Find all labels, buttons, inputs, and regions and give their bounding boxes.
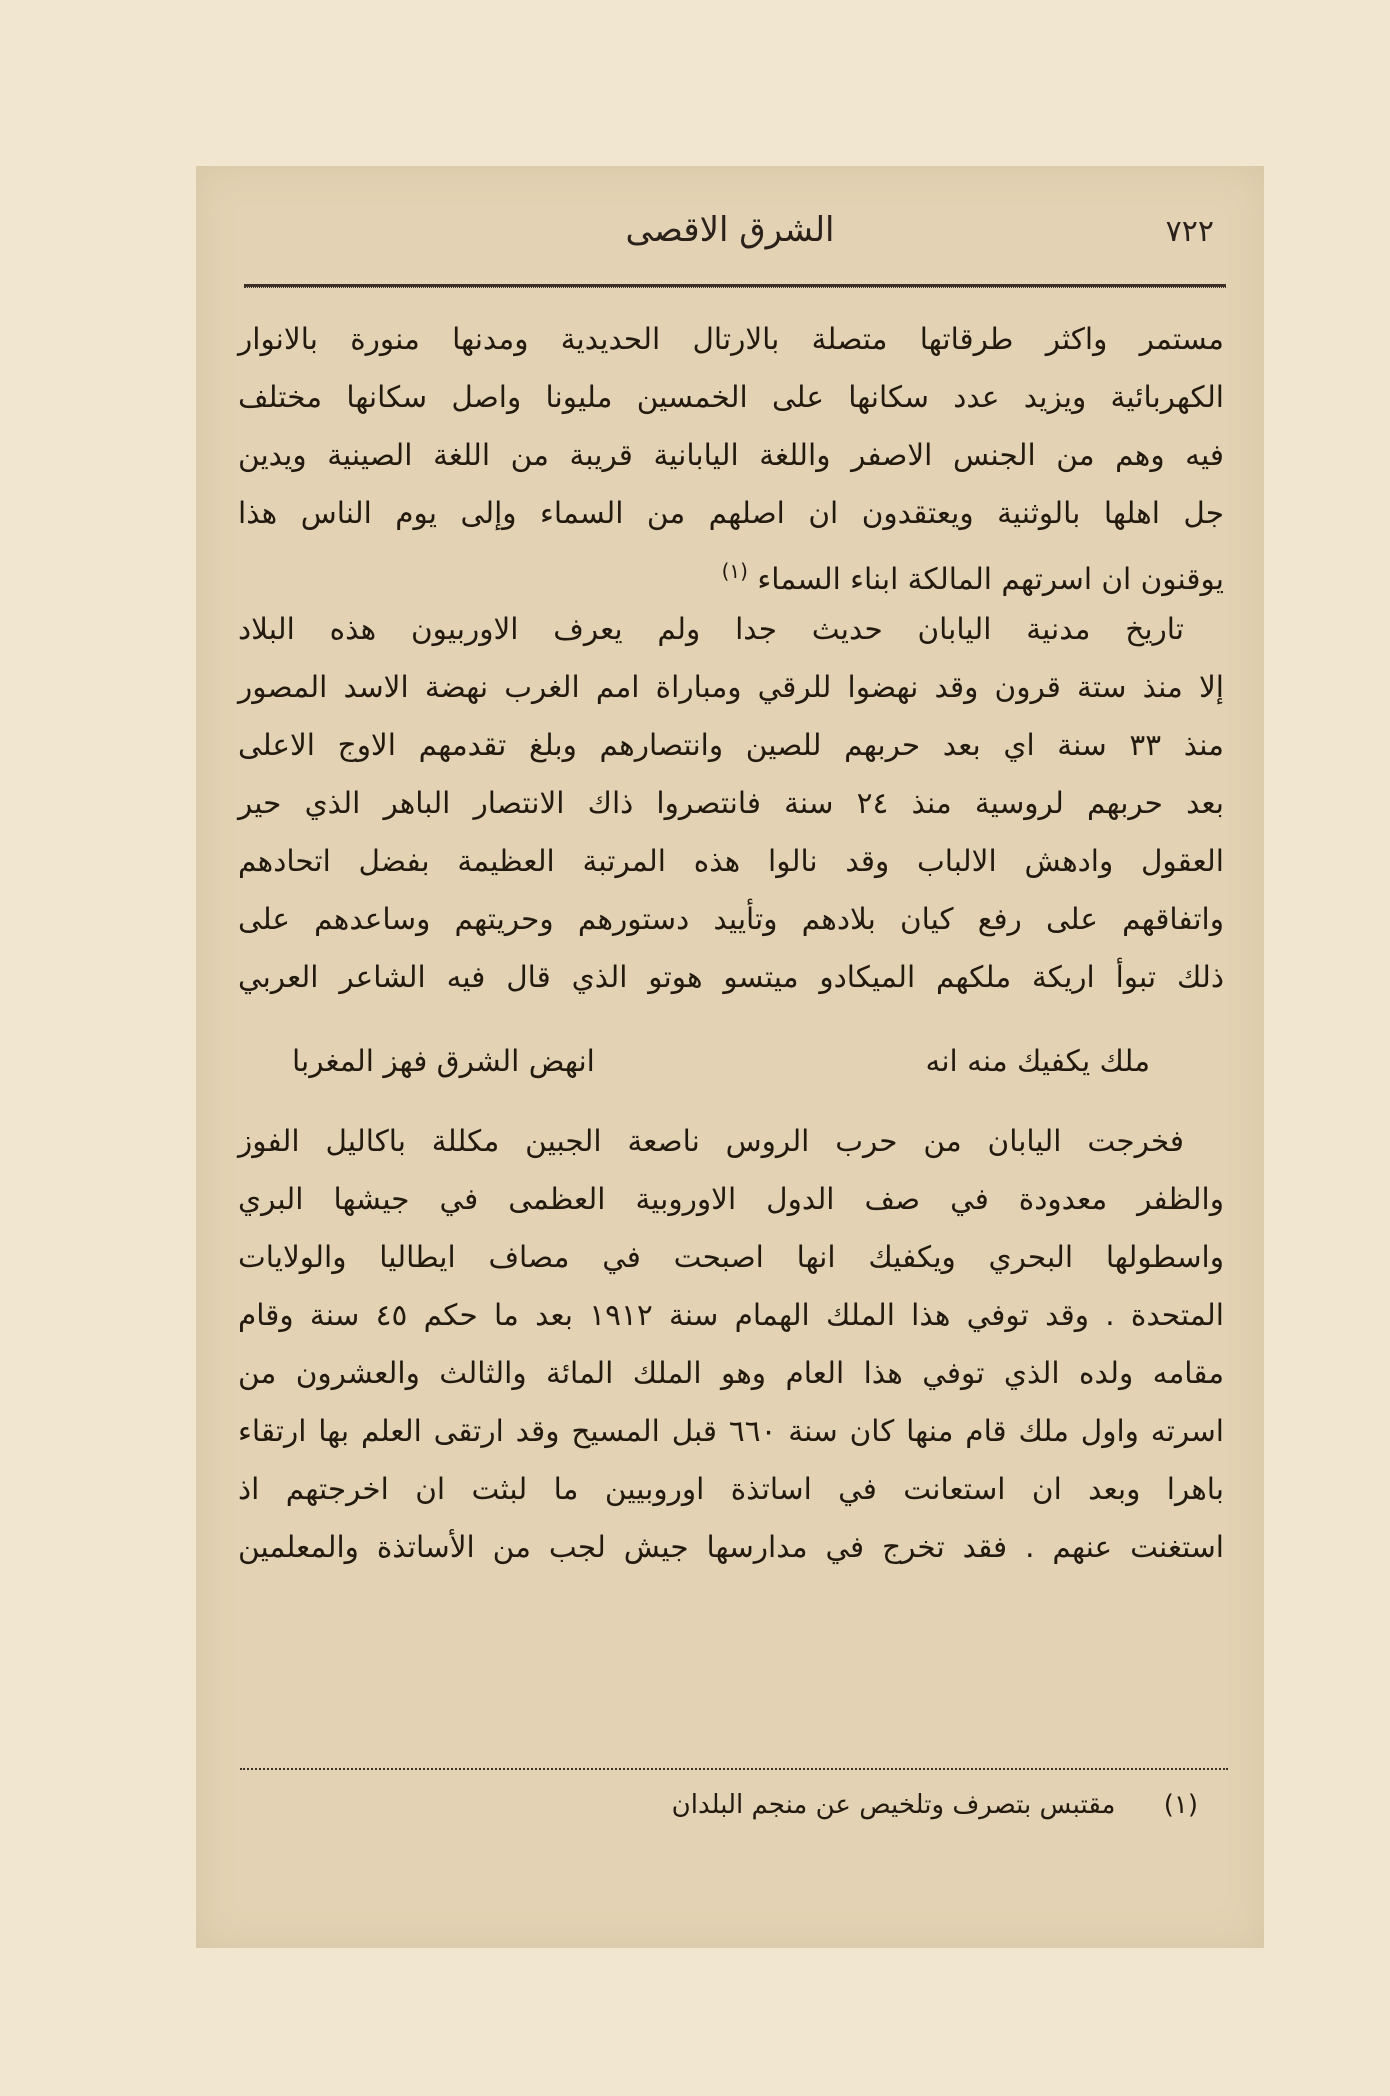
text-line: مستمر واكثر طرقاتها متصلة بالارتال الحديدية ومدنها منورة بالانوار: [238, 322, 1224, 356]
text-line: بعد حربهم لروسية منذ ٢٤ سنة فانتصروا ذاك الانتصار الباهر الذي حير: [238, 786, 1224, 820]
footnote-rule: [240, 1768, 1228, 1770]
text-line: استغنت عنهم . فقد تخرج في مدارسها جيش لجب من الأساتذة والمعلمين: [238, 1530, 1224, 1564]
text-line: العقول وادهش الالباب وقد نالوا هذه المرتبة العظيمة بفضل اتحادهم: [238, 844, 1224, 878]
verse-hemistich-first: ملك يكفيك منه انه: [925, 1044, 1150, 1078]
text-line: المتحدة . وقد توفي هذا الملك الهمام سنة ١٩١٢ بعد ما حكم ٤٥ سنة وقام: [238, 1298, 1224, 1332]
text-line-content: يوقنون ان اسرتهم المالكة ابناء السماء: [757, 561, 1224, 596]
text-line: [238, 542, 1224, 600]
text-line: الكهربائية ويزيد عدد سكانها على الخمسين مليونا واصل سكانها مختلف: [238, 380, 1224, 414]
text-line: تاريخ مدنية اليابان حديث جدا ولم يعرف الاوربيون هذه البلاد: [238, 612, 1184, 646]
book-page: [196, 166, 1264, 1948]
text-line: اسرته واول ملك قام منها كان سنة ٦٦٠ قبل المسيح وقد ارتقى العلم بها ارتقاء: [238, 1414, 1225, 1448]
page-number: ٧٢٢: [1165, 214, 1214, 249]
footnote: [672, 1790, 1198, 1820]
text-line: إلا منذ ستة قرون وقد نهضوا للرقي ومباراة امم الغرب نهضة الاسد المصور: [238, 670, 1224, 704]
body-text: [238, 310, 1224, 1576]
text-line: واسطولها البحري ويكفيك انها اصبحت في مصاف ايطاليا والولايات: [238, 1240, 1224, 1274]
text-line: ذلك تبوأ اريكة ملكهم الميكادو ميتسو هوتو الذي قال فيه الشاعر العربي: [238, 960, 1224, 994]
verse-hemistich-second: انهض الشرق فهز المغربا: [292, 1044, 595, 1078]
text-line: مقامه ولده الذي توفي هذا العام وهو الملك المائة والثالث والعشرون من: [238, 1356, 1224, 1390]
footnote-text: مقتبس بتصرف وتلخيص عن منجم البلدان: [671, 1790, 1116, 1820]
text-line: منذ ٣٣ سنة اي بعد حربهم للصين وانتصارهم وبلغ تقدمهم الاوج الاعلى: [238, 728, 1224, 762]
text-line: فيه وهم من الجنس الاصفر واللغة اليابانية قريبة من اللغة الصينية ويدين: [238, 438, 1224, 472]
text-line: والظفر معدودة في صف الدول الاوروبية العظمى في جيشها البري: [238, 1182, 1224, 1216]
page-header: [196, 208, 1264, 268]
text-line: واتفاقهم على رفع كيان بلادهم وتأييد دستورهم وحريتهم وساعدهم على: [238, 902, 1224, 936]
footnote-reference: (١): [721, 559, 748, 583]
header-rule: [244, 284, 1226, 288]
text-line: جل اهلها بالوثنية ويعتقدون ان اصلهم من السماء وإلى يوم الناس هذا: [238, 496, 1224, 530]
poem-verse: [238, 1032, 1224, 1090]
running-title: الشرق الاقصى: [625, 210, 835, 250]
text-line: باهرا وبعد ان استعانت في اساتذة اوروبيين ما لبثت ان اخرجتهم اذ: [238, 1472, 1224, 1506]
text-line: فخرجت اليابان من حرب الروس ناصعة الجبين مكللة باكاليل الفوز: [238, 1124, 1184, 1158]
footnote-mark: (١): [1163, 1790, 1198, 1820]
